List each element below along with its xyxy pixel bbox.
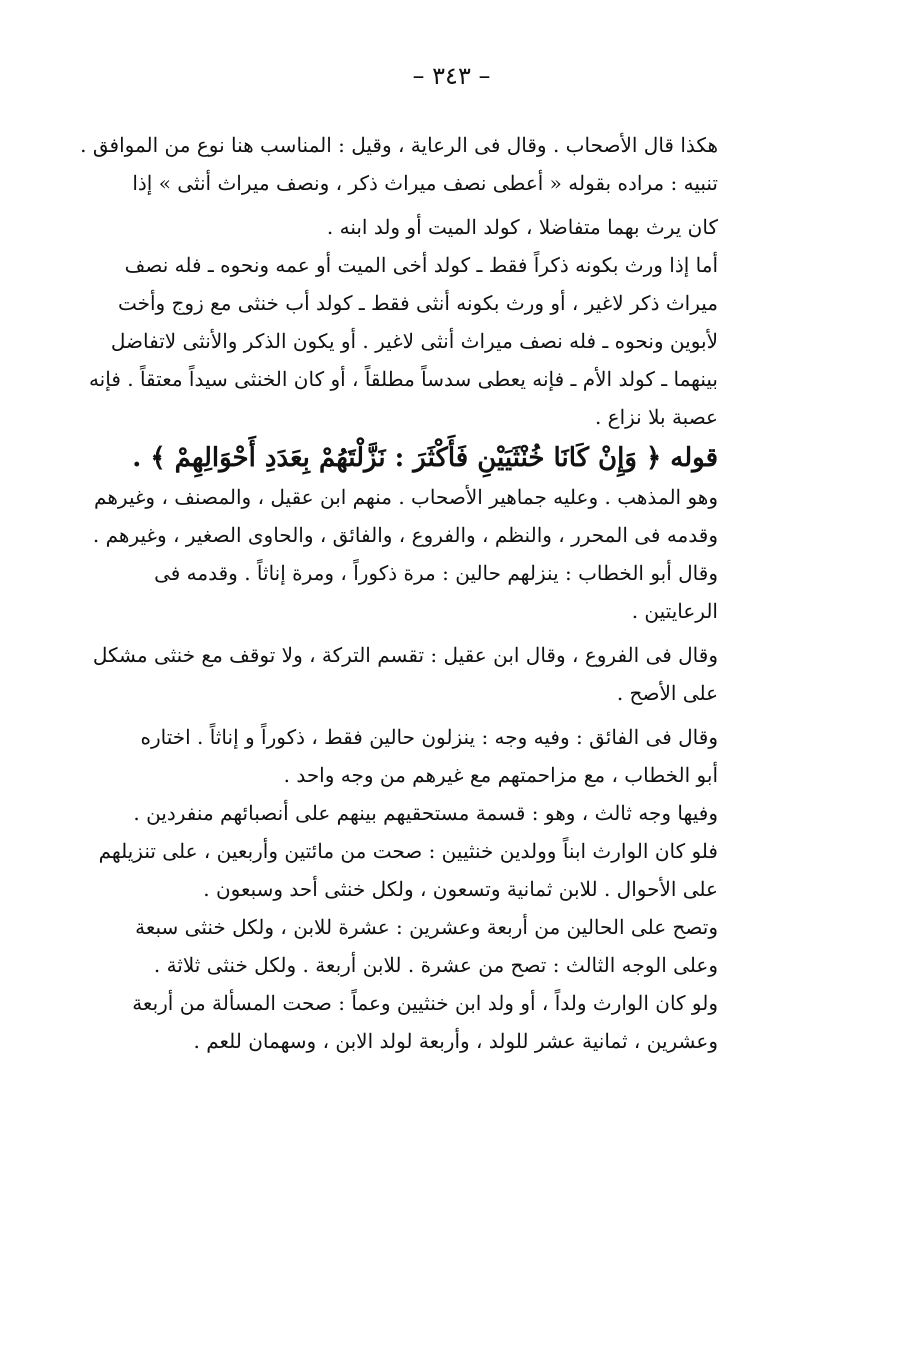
text-line: تنبيه : مراده بقوله « أعطى نصف ميراث ذكر ، ونصف ميراث أنثى » إذا bbox=[132, 171, 718, 195]
text-line: وقال أبو الخطاب : ينزلهم حالين : مرة ذكوراً ، ومرة إناثاً . وقدمه فى bbox=[154, 561, 718, 585]
text-line: على الأحوال . للابن ثمانية وتسعون ، ولكل خنثى أحد وسبعون . bbox=[203, 877, 718, 901]
text-line: عصبة بلا نزاع . bbox=[594, 405, 718, 429]
page-number: – ٣٤٣ – bbox=[412, 62, 491, 90]
text-line: وقال فى الفائق : وفيه وجه : ينزلون حالين فقط ، ذكوراً و إناثاً . اختاره bbox=[140, 725, 718, 749]
text-line: فلو كان الوارث ابناً وولدين خنثيين : صحت من مائتين وأربعين ، على تنزيلهم bbox=[98, 839, 718, 863]
text-line: الرعايتين . bbox=[631, 599, 718, 623]
text-line: لأبوين ونحوه ـ فله نصف ميراث أنثى لاغير . أو يكون الذكر والأنثى لاتفاضل bbox=[110, 329, 718, 353]
text-line: ميراث ذكر لاغير ، أو ورث بكونه أنثى فقط ـ كولد أب خنثى مع زوج وأخت bbox=[117, 291, 718, 315]
body-text bbox=[80, 130, 718, 1056]
text-line: أما إذا ورث بكونه ذكراً فقط ـ كولد أخى الميت أو عمه ونحوه ـ فله نصف bbox=[124, 253, 718, 277]
text-line: ولو كان الوارث ولداً ، أو ولد ابن خنثيين وعماً : صحت المسألة من أربعة bbox=[132, 991, 718, 1015]
text-line: كان يرث بهما متفاضلا ، كولد الميت أو ولد ابنه . bbox=[326, 215, 718, 239]
text-line: وفيها وجه ثالث ، وهو : قسمة مستحقيهم بينهم على أنصبائهم منفردين . bbox=[133, 801, 718, 825]
text-line: أبو الخطاب ، مع مزاحمتهم مع غيرهم من وجه واحد . bbox=[283, 763, 718, 787]
text-line: وعلى الوجه الثالث : تصح من عشرة . للابن أربعة . ولكل خنثى ثلاثة . bbox=[153, 953, 718, 977]
text-line: على الأصح . bbox=[616, 681, 718, 705]
text-line: بينهما ـ كولد الأم ـ فإنه يعطى سدساً مطلقاً ، أو كان الخنثى سيداً معتقاً . فإنه bbox=[88, 367, 718, 391]
text-line: وهو المذهب . وعليه جماهير الأصحاب . منهم ابن عقيل ، والمصنف ، وغيرهم bbox=[94, 485, 718, 509]
text-line: وقال فى الفروع ، وقال ابن عقيل : تقسم التركة ، ولا توقف مع خنثى مشكل bbox=[92, 643, 718, 667]
text-line: وتصح على الحالين من أربعة وعشرين : عشرة للابن ، ولكل خنثى سبعة bbox=[135, 915, 718, 939]
quoted-heading: قوله ﴿ وَإِنْ كَانَا خُنْثَيَيْنِ فَأَكْثَرَ : نَزَّلْتَهُمْ بِعَدَدِ أَحْوَالِهِمْ ﴾ . bbox=[132, 443, 718, 473]
text-line: وعشرين ، ثمانية عشر للولد ، وأربعة لولد الابن ، وسهمان للعم . bbox=[193, 1029, 718, 1053]
text-line: هكذا قال الأصحاب . وقال فى الرعاية ، وقيل : المناسب هنا نوع من الموافق . bbox=[80, 133, 718, 157]
text-line: وقدمه فى المحرر ، والنظم ، والفروع ، والفائق ، والحاوى الصغير ، وغيرهم . bbox=[92, 523, 718, 547]
